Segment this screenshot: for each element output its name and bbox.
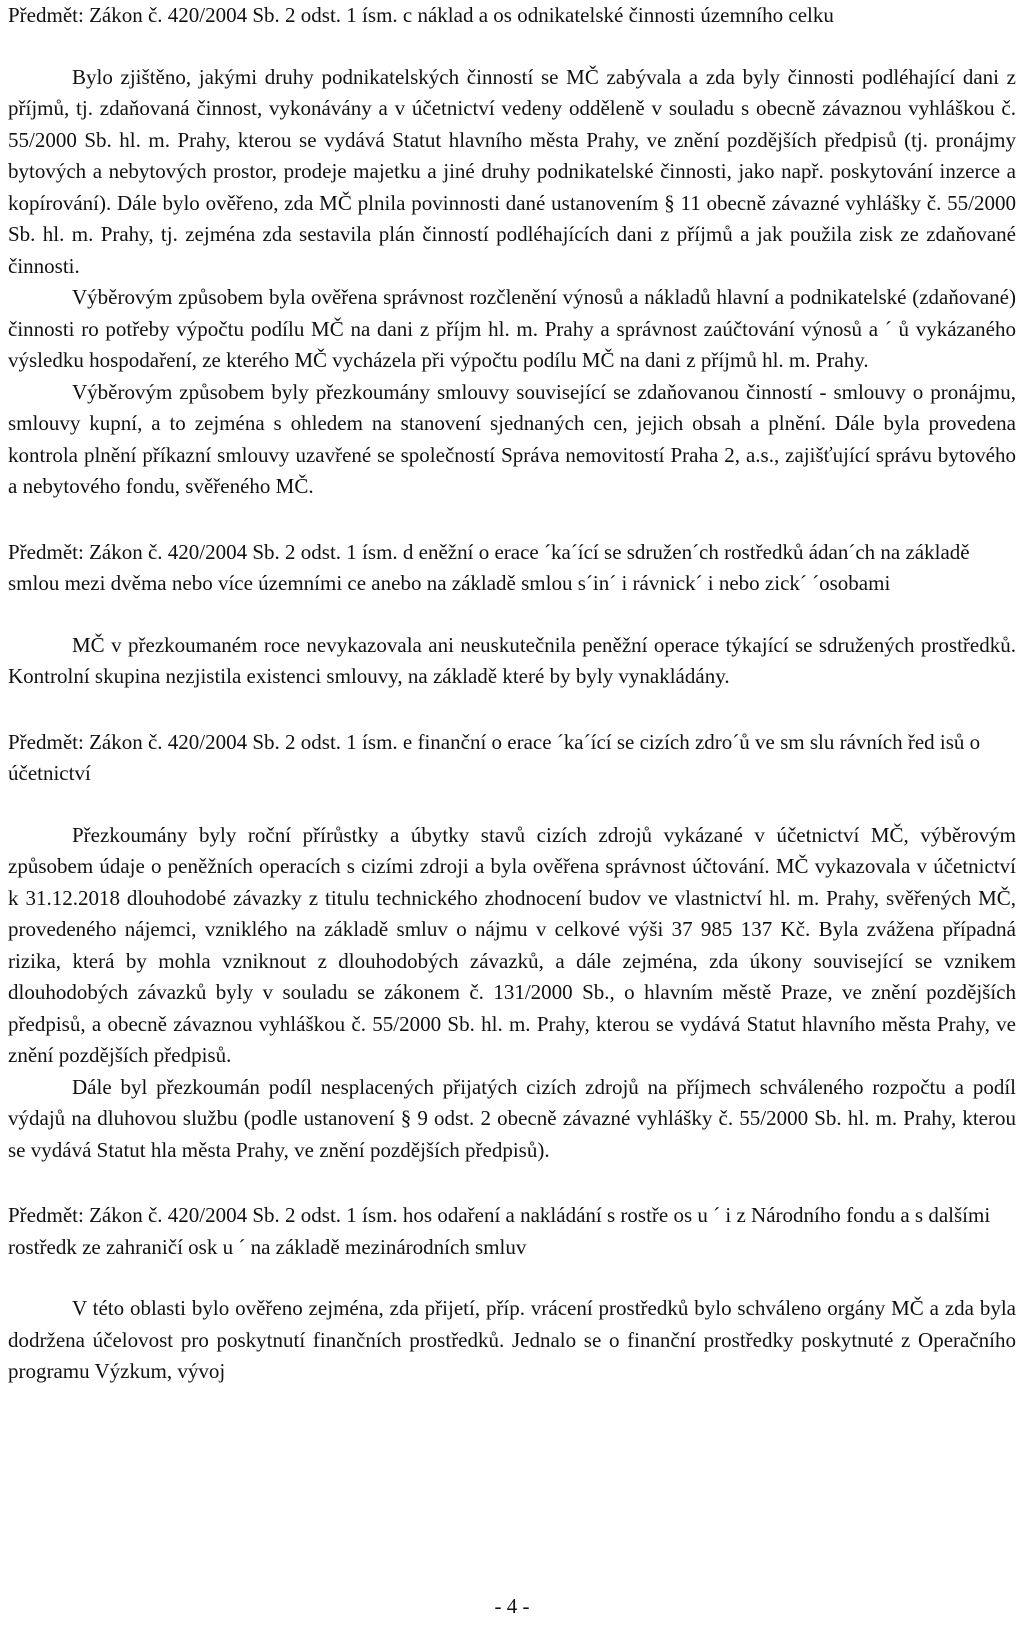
- spacer: [8, 1166, 1016, 1200]
- paragraph: MČ v přezkoumaném roce nevykazovala ani neuskutečnila peněžní operace týkající se sdružených prostředků. Kontrolní skupina nezjistila existenci smlouvy, na základě které by byly vynakládány.: [8, 632, 1016, 688]
- paragraph: Dále byl přezkoumán podíl nesplacených přijatých cizích zdrojů na příjmech schváleného rozpočtu a podíl výdajů na dluhovou službu (podle ustanovení § 9 odst. 2 obecně závazné vyhlášky č. 55/2000 Sb. hl. m. Prahy, kterou se vydává Statut hla města Prahy, ve znění pozdějších předpisů).: [8, 1074, 1016, 1162]
- section-heading: Předmět: Zákon č. 420/2004 Sb. 2 odst. 1 ísm. e finanční o erace ´ka´ící se cizích zdro´ů ve sm slu rávních řed isů o účetnictví: [8, 729, 981, 785]
- paragraph: Přezkoumány byly roční přírůstky a úbytky stavů cizích zdrojů vykázané v účetnictví MČ, výběrovým způsobem údaje o peněžních operacích s cizími zdroji a byla ověřena správnost účtování. MČ vykazovala v účetnictví k 31.12.2018 dlouhodobé závazky z titulu technického zhodnocení budov ve vlastnictví hl. m. Prahy, svěřených MČ, provedeného nájemci, vzniklého na základě smluv o nájmu v celkové výši 37 985 137 Kč. Byla zvážena případná rizika, která by mohla vzniknout z dlouhodobých závazků, a dále zejména, zda úkony související se vznikem dlouhodobých závazků byly v souladu se zákonem č. 131/2000 Sb., o hlavním městě Praze, ve znění pozdějších předpisů, a obecně závaznou vyhláškou č. 55/2000 Sb. hl. m. Prahy, kterou se vydává Statut hlavního města Prahy, ve znění pozdějších předpisů.: [8, 822, 1016, 1067]
- paragraph: Výběrovým způsobem byla ověřena správnost rozčlenění výnosů a nákladů hlavní a podnikatelské (zdaňované) činnosti ro potřeby výpočtu podílu MČ na dani z příjm hl. m. Prahy a správnost zaúčtování výnosů a ´ ů vykázaného výsledku hospodaření, ze kterého MČ vycházela při výpočtu podílu MČ na dani z příjmů hl. m. Prahy.: [8, 285, 1016, 372]
- spacer: [8, 600, 1016, 630]
- paragraph: V této oblasti bylo ověřeno zejména, zda přijetí, příp. vrácení prostředků bylo schváleno orgány MČ a zda byla dodržena účelovost pro poskytnutí finančních prostředků. Jednalo se o finanční prostředky poskytnuté z Operačního programu Výzkum, vývoj: [8, 1296, 1016, 1383]
- spacer: [8, 503, 1016, 537]
- spacer: [8, 32, 1016, 62]
- section-heading: Předmět: Zákon č. 420/2004 Sb. 2 odst. 1 ísm. hos odaření a nakládání s rostře os u ´ i z Národního fondu a s dalšími rostředk ze zahraničí osk u ´ na základě mezinárodních smluv: [8, 1203, 991, 1259]
- paragraph: Výběrovým způsobem byly přezkoumány smlouvy související se zdaňovanou činností - smlouvy o pronájmu, smlouvy kupní, a to zejména s ohledem na stanovení sjednaných cen, jejich obsah a plnění. Dále byla provedena kontrola plnění příkazní smlouvy uzavřené se společností Správa nemovitostí Praha 2, a.s., zajišťující správu bytového a nebytového fondu, svěřeného MČ.: [8, 379, 1016, 498]
- section-heading: Předmět: Zákon č. 420/2004 Sb. 2 odst. 1 ísm. c náklad a os odnikatelské činnosti územního celku: [8, 3, 834, 27]
- spacer: [8, 790, 1016, 820]
- page-number: - 4 -: [494, 1594, 530, 1618]
- paragraph: Bylo zjištěno, jakými druhy podnikatelských činností se MČ zabývala a zda byly činnosti podléhající dani z příjmů, tj. zdaňovaná činnost, vykonávány a v účetnictví vedeny odděleně v souladu s obecně závaznou vyhláškou č. 55/2000 Sb. hl. m. Prahy, kterou se vydává Statut hlavního města Prahy, ve znění pozdějších předpisů (tj. pronájmy bytových a nebytových prostor, prodeje majetku a jiné druhy podnikatelské činnosti, jako např. poskytování inzerce a kopírování). Dále bylo ověřeno, zda MČ plnila povinnosti dané ustanovením § 11 obecně závazné vyhlášky č. 55/2000 Sb. hl. m. Prahy, tj. zejména zda sestavila plán činností podléhajících dani z příjmů a jak použila zisk ze zdaňované činnosti.: [8, 64, 1016, 278]
- spacer: [8, 693, 1016, 727]
- spacer: [8, 1263, 1016, 1293]
- section-heading: Předmět: Zákon č. 420/2004 Sb. 2 odst. 1 ísm. d eněžní o erace ´ka´ící se sdružen´ch rostředků ádan´ch na základě smlou mezi dvěma nebo více územními ce anebo na základě smlou s´in´ i rávnick´ i nebo zick´ ´osobami: [8, 539, 970, 595]
- document-page: [8, 0, 1016, 1626]
